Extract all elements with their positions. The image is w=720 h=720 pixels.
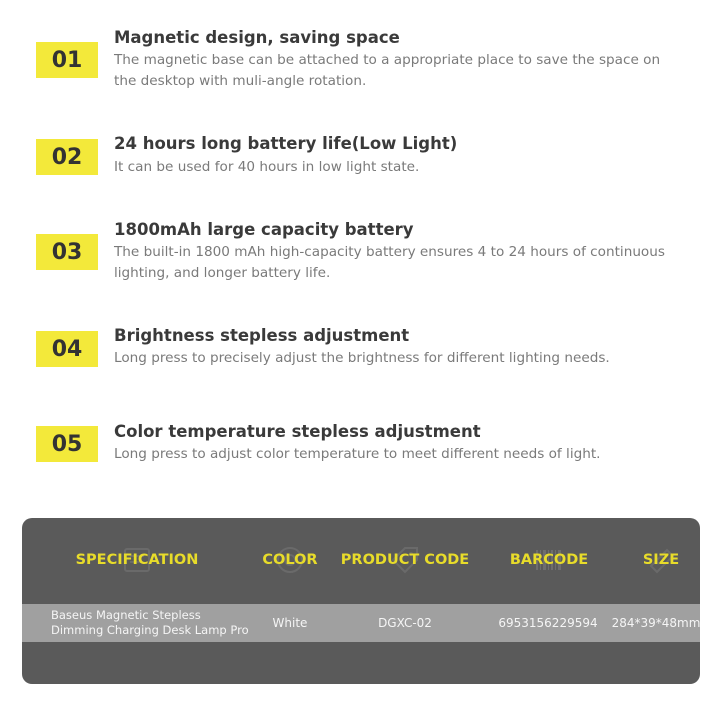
- spec-header-size: SIZE: [642, 552, 680, 568]
- feature-number-badge: 02: [36, 139, 98, 175]
- feature-description: Long press to precisely adjust the brightness for different lighting needs.: [114, 350, 610, 366]
- feature-number-badge: 04: [36, 331, 98, 367]
- spec-cell-barcode: 6953156229594: [498, 616, 598, 630]
- spec-header-product-code: PRODUCT CODE: [340, 552, 470, 568]
- spec-header-specification: SPECIFICATION: [75, 552, 199, 568]
- feature-description: Long press to adjust color temperature to meet different needs of light.: [114, 446, 601, 462]
- feature-title: Color temperature stepless adjustment: [114, 422, 481, 441]
- table-row: [22, 604, 700, 642]
- spec-cell-specification: Baseus Magnetic Stepless Dimming Charging Desk Lamp Pro: [51, 608, 249, 637]
- feature-number-badge: 03: [36, 234, 98, 270]
- feature-description: The magnetic base can be attached to a appropriate place to save the space on the desktop with muli-angle rotation.: [114, 52, 661, 89]
- specification-table: [22, 518, 700, 684]
- feature-title: 1800mAh large capacity battery: [114, 220, 414, 239]
- feature-number-badge: 01: [36, 42, 98, 78]
- feature-number-badge: 05: [36, 426, 98, 462]
- spec-header-barcode: BARCODE: [509, 552, 589, 568]
- spec-cell-color: White: [272, 616, 308, 630]
- feature-description: It can be used for 40 hours in low light state.: [114, 159, 420, 175]
- spec-table-header: [22, 518, 700, 604]
- feature-title: 24 hours long battery life(Low Light): [114, 134, 458, 153]
- spec-header-color: COLOR: [262, 552, 318, 568]
- feature-title: Brightness stepless adjustment: [114, 326, 410, 345]
- spec-cell-size: 284*39*48mm: [611, 616, 700, 630]
- spec-cell-product-code: DGXC-02: [378, 616, 432, 630]
- feature-description: The built-in 1800 mAh high-capacity battery ensures 4 to 24 hours of continuous lighting, and longer battery life.: [114, 244, 665, 281]
- feature-title: Magnetic design, saving space: [114, 28, 400, 47]
